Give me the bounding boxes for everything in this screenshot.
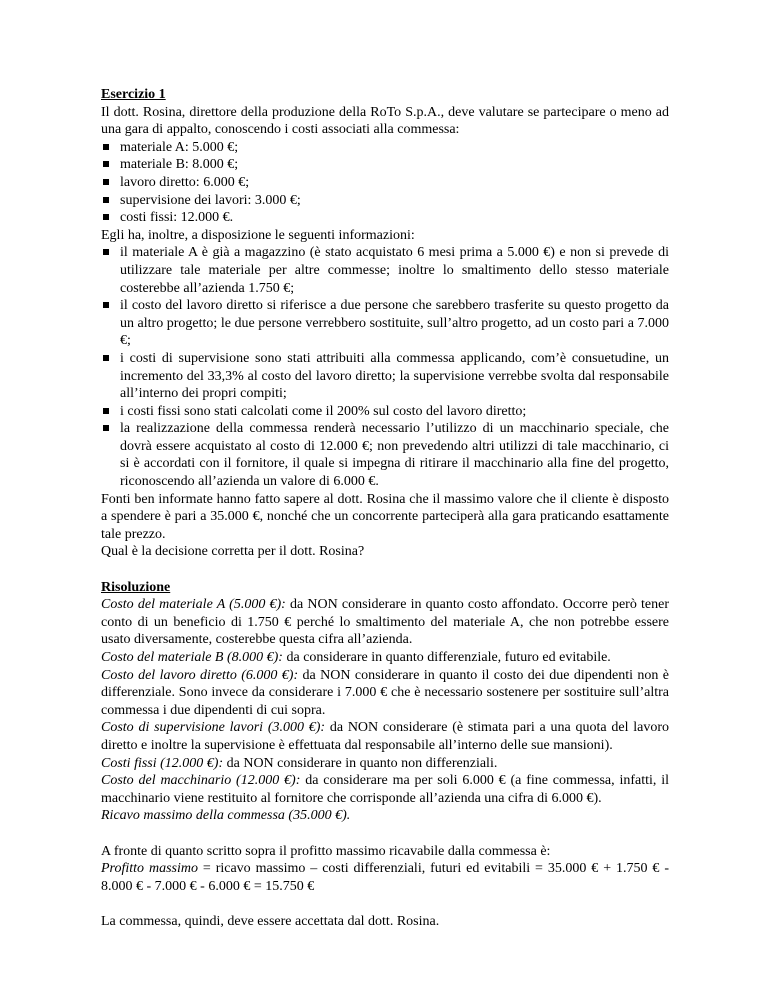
square-bullet-icon — [103, 249, 109, 255]
profit-formula-paragraph — [101, 860, 669, 895]
info-intro: Egli ha, inoltre, a disposizione le seguenti informazioni: — [101, 227, 415, 243]
solution-item-label: Costo di supervisione lavori (3.000 €): — [101, 720, 326, 736]
solution-item — [101, 596, 669, 649]
square-bullet-icon — [103, 408, 109, 414]
list-item: il costo del lavoro diretto si riferisce a due persone che sarebbero trasferite su questo progetto da un altro progetto; le due persone verrebbero sostituite, sull’altro progetto, ad un costo pari a 7.000 €; — [101, 297, 669, 350]
solution-item-text: da considerare ma per soli 6.000 € (a fine commessa, infatti, il macchinario viene restituito al fornitore che corrisponde all’azienda una cifra di 6.000 €). — [101, 773, 669, 806]
solution-item-text: da NON considerare in quanto costo affondato. Occorre però tener conto di un beneficio di 1.750 € perché lo smaltimento del materiale A, che non potrebbe essere usato diversamente, costerebbe questa cifra all’azienda. — [101, 597, 670, 648]
solution-item-label: Costo del materiale B (8.000 €): — [101, 650, 283, 665]
square-bullet-icon — [103, 197, 109, 203]
list-item: supervisione dei lavori: 3.000 €; — [101, 192, 669, 210]
solution-item-label: Ricavo massimo della commessa (35.000 €). — [101, 808, 351, 824]
solution-item — [101, 807, 669, 825]
square-bullet-icon — [103, 179, 109, 185]
conclusion: La commessa, quindi, deve essere accettata dal dott. Rosina. — [101, 913, 440, 929]
solution-item — [101, 719, 669, 754]
exercise-intro-line2: una gara di appalto, conoscendo i costi associati alla commessa: — [101, 122, 460, 138]
solution-item-label: Costo del macchinario (12.000 €): — [101, 773, 301, 789]
cost-list — [101, 139, 669, 227]
solution-item-text: da NON considerare in quanto il costo dei due dipendenti non è differenziale. Sono invece da considerare i 7.000 € che è necessario sostenere per sostituire sull’altra commessa i due dipendenti di cui sopra. — [101, 667, 670, 718]
solution-title: Risoluzione — [101, 579, 171, 595]
solution-item-label: Costo del lavoro diretto (6.000 €): — [101, 667, 299, 683]
solution-item — [101, 649, 669, 667]
list-item: i costi di supervisione sono stati attribuiti alla commessa applicando, com’è consuetudine, un incremento del 33,3% al costo del lavoro diretto; la supervisione verrebbe svolta dal responsabile all’interno dei propri compiti; — [101, 350, 669, 403]
solution-item-label: Costi fissi (12.000 €): — [101, 755, 224, 771]
solution-item-text: da NON considerare in quanto non differenziali. — [223, 755, 498, 771]
profit-label: Profitto massimo — [101, 861, 198, 877]
square-bullet-icon — [103, 425, 109, 431]
square-bullet-icon — [103, 302, 109, 308]
solution-item — [101, 755, 669, 773]
square-bullet-icon — [103, 355, 109, 361]
question: Qual è la decisione corretta per il dott. Rosina? — [101, 544, 365, 560]
exercise-intro-line1: Il dott. Rosina, direttore della produzione della RoTo S.p.A., deve valutare se partecipare o meno ad — [101, 104, 669, 120]
profit-intro: A fronte di quanto scritto sopra il profitto massimo ricavabile dalla commessa è: — [101, 843, 551, 859]
list-item: lavoro diretto: 6.000 €; — [101, 174, 669, 192]
list-item: costi fissi: 12.000 €. — [101, 209, 669, 227]
solution-item-label: Costo del materiale A (5.000 €): — [101, 597, 286, 613]
exercise-title: Esercizio 1 — [101, 87, 166, 102]
solution-item-text: da considerare in quanto differenziale, futuro ed evitabile. — [282, 650, 611, 665]
list-item: i costi fissi sono stati calcolati come il 200% sul costo del lavoro diretto; — [101, 403, 669, 421]
square-bullet-icon — [103, 144, 109, 150]
list-item: materiale B: 8.000 €; — [101, 156, 669, 174]
solution-item — [101, 772, 669, 807]
list-item: la realizzazione della commessa renderà necessario l’utilizzo di un macchinario speciale, che dovrà essere acquistato al costo di 12.000 €; non prevedendo altri utilizzi di tale macchinario, ci si è accordati con il fornitore, il quale si impegna di ritirare il macchinario alla fine del progetto, riconoscendo all’azienda un valore di 6.000 €. — [101, 420, 669, 490]
solution-item-text: da NON considerare (è stimata pari a una quota del lavoro diretto e inoltre la supervisione è effettuata dal responsabile all’interno delle sue mansioni). — [101, 720, 669, 753]
info-list — [101, 244, 669, 490]
solution-item — [101, 667, 669, 720]
square-bullet-icon — [103, 161, 109, 167]
profit-formula: = ricavo massimo – costi differenziali, futuri ed evitabili = 35.000 € + 1.750 € - 8.000 € - 7.000 € - 6.000 € = 15.750 € — [101, 861, 670, 894]
document-page — [101, 86, 669, 931]
list-item: il materiale A è già a magazzino (è stato acquistato 6 mesi prima a 5.000 €) e non si prevede di utilizzare tale materiale per altre commesse; inoltre lo smaltimento dello stesso materiale costerebbe all’azienda 1.750 €; — [101, 244, 669, 297]
list-item: materiale A: 5.000 €; — [101, 139, 669, 157]
closing-paragraph: Fonti ben informate hanno fatto sapere al dott. Rosina che il massimo valore che il cliente è disposto a spendere è pari a 35.000 €, nonché che un concorrente parteciperà alla gara praticando esattamente tale prezzo. — [101, 491, 669, 542]
square-bullet-icon — [103, 214, 109, 220]
